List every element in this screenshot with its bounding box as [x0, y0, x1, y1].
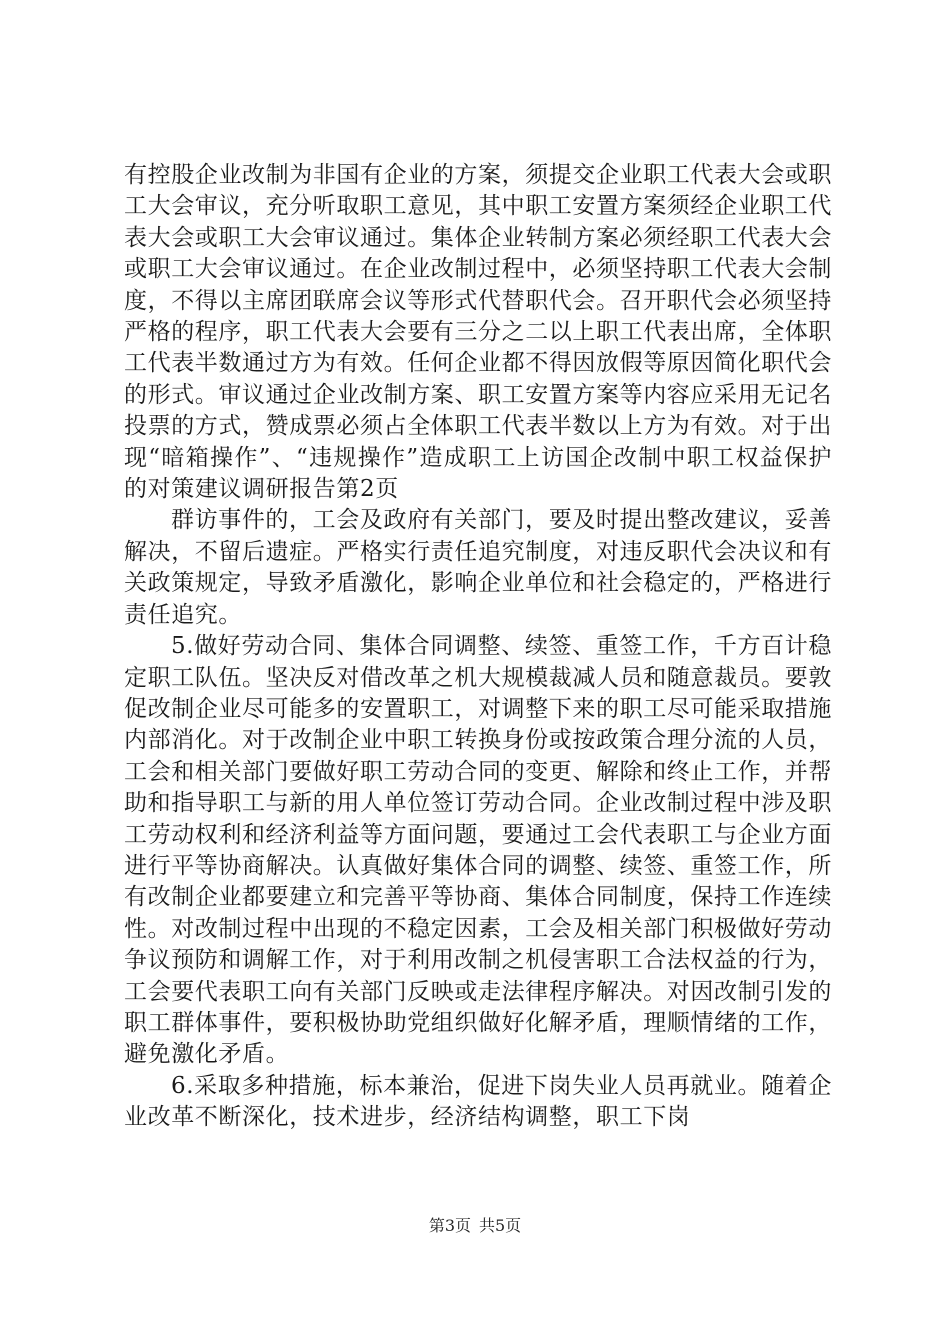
page-number: 第3页: [428, 1216, 471, 1235]
paragraph-1: 有控股企业改制为非国有企业的方案，须提交企业职工代表大会或职工大会审议，充分听取职工意见，其中职工安置方案须经企业职工代表大会或职工大会审议通过。集体企业转制方案必须经职工代表大会或职工大会审议通过。在企业改制过程中，必须坚持职工代表大会制度，不得以主席团联席会议等形式代替职代会。召开职代会必须坚持严格的程序，职工代表大会要有三分之二以上职工代表出席，全体职工代表半数通过方为有效。任何企业都不得因放假等原因简化职代会的形式。审议通过企业改制方案、职工安置方案等内容应采用无记名投票的方式，赞成票必须占全体职工代表半数以上方为有效。对于出现“暗箱操作”、“违规操作”造成职工上访国企改制中职工权益保护的对策建议调研报告第2页: [124, 162, 832, 503]
paragraph-2: 群访事件的，工会及政府有关部门，要及时提出整改建议，妥善解决，不留后遗症。严格实行责任追究制度，对违反职代会决议和有关政策规定，导致矛盾激化，影响企业单位和社会稳定的，严格进行责任追究。: [124, 507, 832, 628]
page-total: 共5页: [479, 1216, 522, 1235]
paragraph-3: 5.做好劳动合同、集体合同调整、续签、重签工作，千方百计稳定职工队伍。坚决反对借改革之机大规模裁减人员和随意裁员。要敦促改制企业尽可能多的安置职工，对调整下来的职工尽可能采取措施内部消化。对于改制企业中职工转换身份或按政策合理分流的人员，工会和相关部门要做好职工劳动合同的变更、解除和终止工作，并帮助和指导职工与新的用人单位签订劳动合同。企业改制过程中涉及职工劳动权利和经济利益等方面问题，要通过工会代表职工与企业方面进行平等协商解决。认真做好集体合同的调整、续签、重签工作，所有改制企业都要建立和完善平等协商、集体合同制度，保持工作连续性。对改制过程中出现的不稳定因素，工会及相关部门积极做好劳动争议预防和调解工作，对于利用改制之机侵害职工合法权益的行为，工会要代表职工向有关部门反映或走法律程序解决。对因改制引发的职工群体事件，要积极协助党组织做好化解矛盾，理顺情绪的工作，避免激化矛盾。: [124, 633, 832, 1068]
document-body: [124, 160, 832, 1134]
paragraph-4: 6.采取多种措施，标本兼治，促进下岗失业人员再就业。随着企业改革不断深化，技术进步，经济结构调整，职工下岗: [124, 1072, 832, 1131]
page-footer: [0, 1216, 950, 1236]
